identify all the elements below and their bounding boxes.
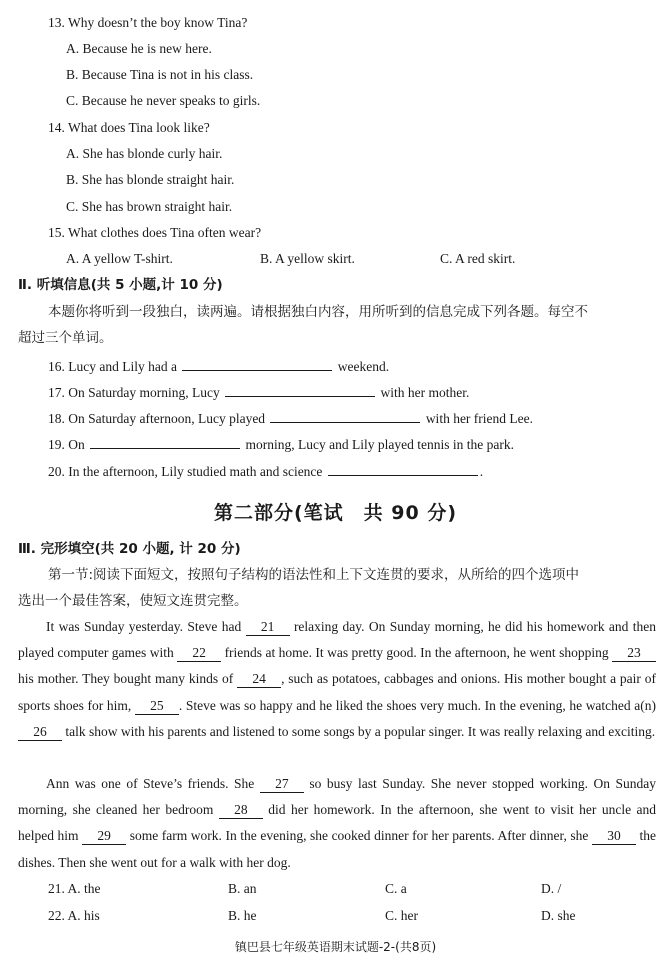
- cloze-blank-28[interactable]: 28: [219, 802, 263, 819]
- cloze-blank-22[interactable]: 22: [177, 645, 221, 662]
- q13-option-a: A. Because he is new here.: [66, 41, 212, 56]
- q22-option-c: C. her: [385, 908, 418, 923]
- cloze-paragraph-2: Ann was one of Steve’s friends. She 27 so busy last Sunday. She never stopped working. On Sunday morning, she cleaned her bedroom 28 did her homework. In the afternoon, she went to visit her uncle and helped him 29 some farm work. In the evening, she cooked dinner for her parents. After dinner, she 30 the dishes. Then she went out for a walk with her dog.: [18, 776, 657, 870]
- question-18: 18. On Saturday afternoon, Lucy played with her friend Lee.: [48, 408, 533, 428]
- section-3-heading: Ⅲ. 完形填空(共 20 小题, 计 20 分): [18, 541, 241, 557]
- q21-option-b: B. an: [228, 881, 257, 896]
- q14-option-c: C. She has brown straight hair.: [66, 199, 233, 214]
- cloze-blank-26[interactable]: 26: [18, 724, 62, 741]
- cloze-blank-29[interactable]: 29: [82, 828, 126, 845]
- cloze-blank-25[interactable]: 25: [135, 698, 179, 715]
- q21-option-d: D. /: [541, 881, 562, 896]
- q22-option-b: B. he: [228, 908, 257, 923]
- q15-option-b: B. A yellow skirt.: [260, 251, 355, 266]
- cloze-blank-30[interactable]: 30: [592, 828, 636, 845]
- q13-option-b: B. Because Tina is not in his class.: [66, 67, 254, 82]
- question-20: 20. In the afternoon, Lily studied math and science .: [48, 461, 483, 481]
- question-15: 15. What clothes does Tina often wear?: [48, 225, 262, 240]
- q21-option-c: C. a: [385, 881, 407, 896]
- q14-option-a: A. She has blonde curly hair.: [66, 146, 223, 161]
- answer-blank-17[interactable]: [225, 382, 375, 397]
- part-2-title: 第二部分(笔试 共 90 分): [213, 502, 458, 524]
- section-2-heading: Ⅱ. 听填信息(共 5 小题,计 10 分): [18, 277, 223, 293]
- q15-option-a: A. A yellow T-shirt.: [66, 251, 173, 266]
- q22-option-a: 22. A. his: [48, 908, 100, 923]
- cloze-blank-24[interactable]: 24: [237, 671, 281, 688]
- section-3-instruction-line1: 第一节:阅读下面短文，按照句子结构的语法性和上下文连贯的要求，从所给的四个选项中: [48, 567, 580, 583]
- answer-blank-18[interactable]: [270, 408, 420, 423]
- answer-blank-20[interactable]: [328, 461, 478, 476]
- question-13: 13. Why doesn’t the boy know Tina?: [48, 15, 248, 30]
- question-14: 14. What does Tina look like?: [48, 120, 210, 135]
- q13-option-c: C. Because he never speaks to girls.: [66, 93, 261, 108]
- answer-blank-16[interactable]: [182, 356, 332, 371]
- cloze-blank-23[interactable]: 23: [612, 645, 656, 662]
- question-16: 16. Lucy and Lily had a weekend.: [48, 356, 389, 376]
- q22-option-d: D. she: [541, 908, 576, 923]
- section-3-instruction-line2: 选出一个最佳答案，使短文连贯完整。: [18, 593, 248, 609]
- cloze-blank-21[interactable]: 21: [246, 619, 290, 636]
- question-17: 17. On Saturday morning, Lucy with her mother.: [48, 382, 469, 402]
- answer-blank-19[interactable]: [90, 434, 240, 449]
- q21-option-a: 21. A. the: [48, 881, 101, 896]
- page-footer: 镇巴县七年级英语期末试题-2-(共8页): [234, 940, 437, 954]
- cloze-paragraph-1: It was Sunday yesterday. Steve had 21 relaxing day. On Sunday morning, he did his homework and then played computer games with 22 friends at home. It was pretty good. In the afternoon, he went shopping 23 his mother. They bought many kinds of 24 , such as potatoes, cabbages and onions. His mother bought a pair of sports shoes for him, 25 . Steve was so happy and he liked the shoes very much. In the evening, he watched a(n) 26 talk show with his parents and listened to some songs by a popular singer. It was really relaxing and exciting.: [18, 619, 657, 739]
- q14-option-b: B. She has blonde straight hair.: [66, 172, 235, 187]
- q15-option-c: C. A red skirt.: [440, 251, 516, 266]
- question-19: 19. On morning, Lucy and Lily played tennis in the park.: [48, 434, 514, 454]
- section-2-instruction-line1: 本题你将听到一段独白，读两遍。请根据独白内容，用所听到的信息完成下列各题。每空不: [48, 304, 588, 320]
- cloze-blank-27[interactable]: 27: [260, 776, 304, 793]
- section-2-instruction-line2: 超过三个单词。: [18, 330, 113, 346]
